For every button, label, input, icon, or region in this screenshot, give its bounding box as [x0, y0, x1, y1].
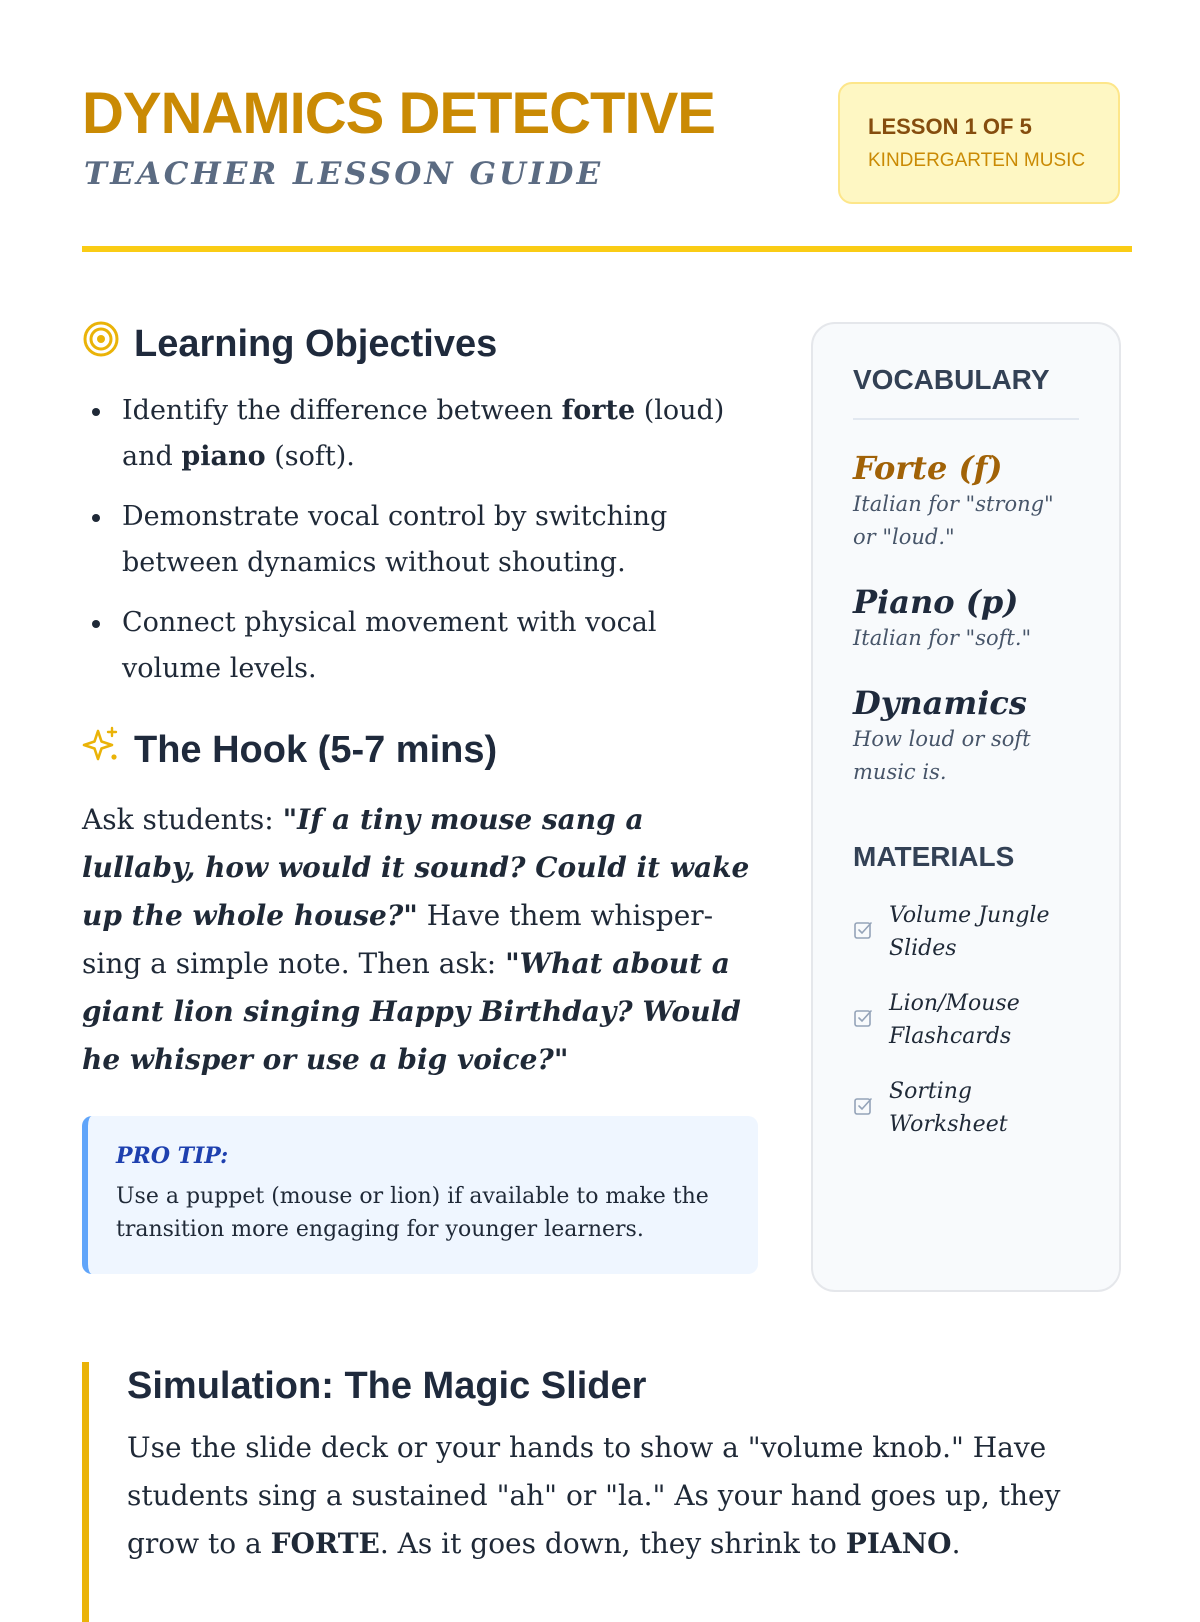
forte-term: forte [561, 395, 636, 426]
simulation-text: Use the slide deck or your hands to show a "volume knob." Have students sing a sustained "ah" or "la." As your hand goes up, they grow to a [127, 1431, 1061, 1560]
checkbox-icon [853, 920, 873, 944]
hook-question-mouse: "If a tiny mouse sang a lullaby, how would it sound? Could it wake up the whole house?" [82, 803, 750, 932]
hook-lead: Ask students: [82, 803, 283, 836]
material-label: Lion/Mouse Flashcards [889, 991, 1020, 1049]
hook-title: The Hook (5-7 mins) [134, 729, 498, 771]
checkbox-icon [853, 1008, 873, 1032]
lesson-badge [838, 82, 1120, 204]
list-item [853, 987, 1079, 1053]
objective-text: (loud) and [122, 395, 725, 472]
grade-level: KINDERGARTEN MUSIC [868, 150, 1086, 171]
hook-paragraph [82, 796, 762, 1084]
vocabulary-heading: VOCABULARY [853, 364, 1050, 395]
objectives-heading [82, 320, 762, 368]
vocab-term-dynamics: Dynamics [853, 684, 1027, 722]
objectives-title: Learning Objectives [134, 323, 498, 365]
vocab-term-forte: Forte (f) [853, 449, 1003, 487]
pro-tip-label: PRO TIP: [116, 1143, 229, 1169]
checkbox-icon [853, 1096, 873, 1120]
vocab-term-piano: Piano (p) [853, 583, 1019, 621]
sidebar-card [811, 322, 1121, 1292]
vocabulary-divider [853, 418, 1079, 420]
hook-middle: Have them whisper-sing a simple note. Then ask: [82, 899, 714, 980]
lesson-number: LESSON 1 OF 5 [868, 114, 1032, 139]
simulation-section [82, 1362, 1132, 1622]
list-item [82, 388, 762, 480]
target-icon [82, 320, 120, 368]
simulation-text: . [951, 1527, 961, 1560]
lesson-guide-page [82, 0, 1132, 1600]
list-item [82, 600, 762, 692]
simulation-paragraph [127, 1424, 1087, 1568]
objective-text: (soft). [265, 441, 355, 472]
simulation-text: . As it goes down, they shrink to [379, 1527, 846, 1560]
pro-tip-text: Use a puppet (mouse or lion) if available to make the transition more engaging for younger learners. [116, 1184, 709, 1242]
objectives-list [82, 388, 762, 692]
header-divider [82, 246, 1132, 252]
hook-heading [82, 726, 762, 774]
list-item [853, 1075, 1079, 1141]
pro-tip-box [82, 1116, 758, 1274]
piano-term: piano [181, 441, 266, 472]
page-title: DYNAMICS DETECTIVE [82, 81, 715, 146]
piano-label: PIANO [845, 1527, 952, 1560]
material-label: Volume Jungle Slides [889, 903, 1050, 961]
objective-text: Demonstrate vocal control by switching between dynamics without shouting. [122, 501, 668, 578]
vocab-def-dynamics: How loud or soft music is. [853, 727, 1031, 784]
sparkles-icon [82, 726, 120, 774]
simulation-heading: Simulation: The Magic Slider [127, 1365, 647, 1407]
hook-question-lion: "What about a giant lion singing Happy Birthday? Would he whisper or use a big voice?" [82, 947, 741, 1076]
material-label: Sorting Worksheet [889, 1079, 1008, 1137]
vocab-def-forte: Italian for "strong" or "loud." [853, 492, 1054, 549]
materials-list [853, 899, 1079, 1141]
materials-heading: MATERIALS [853, 841, 1015, 872]
list-item [82, 494, 762, 586]
forte-label: FORTE [270, 1527, 380, 1560]
main-column [82, 320, 762, 1274]
objective-text: Connect physical movement with vocal volume levels. [122, 607, 657, 684]
list-item [853, 899, 1079, 965]
page-subtitle: TEACHER LESSON GUIDE [84, 156, 604, 192]
objective-text: Identify the difference between [122, 395, 562, 426]
vocab-def-piano: Italian for "soft." [853, 626, 1032, 650]
